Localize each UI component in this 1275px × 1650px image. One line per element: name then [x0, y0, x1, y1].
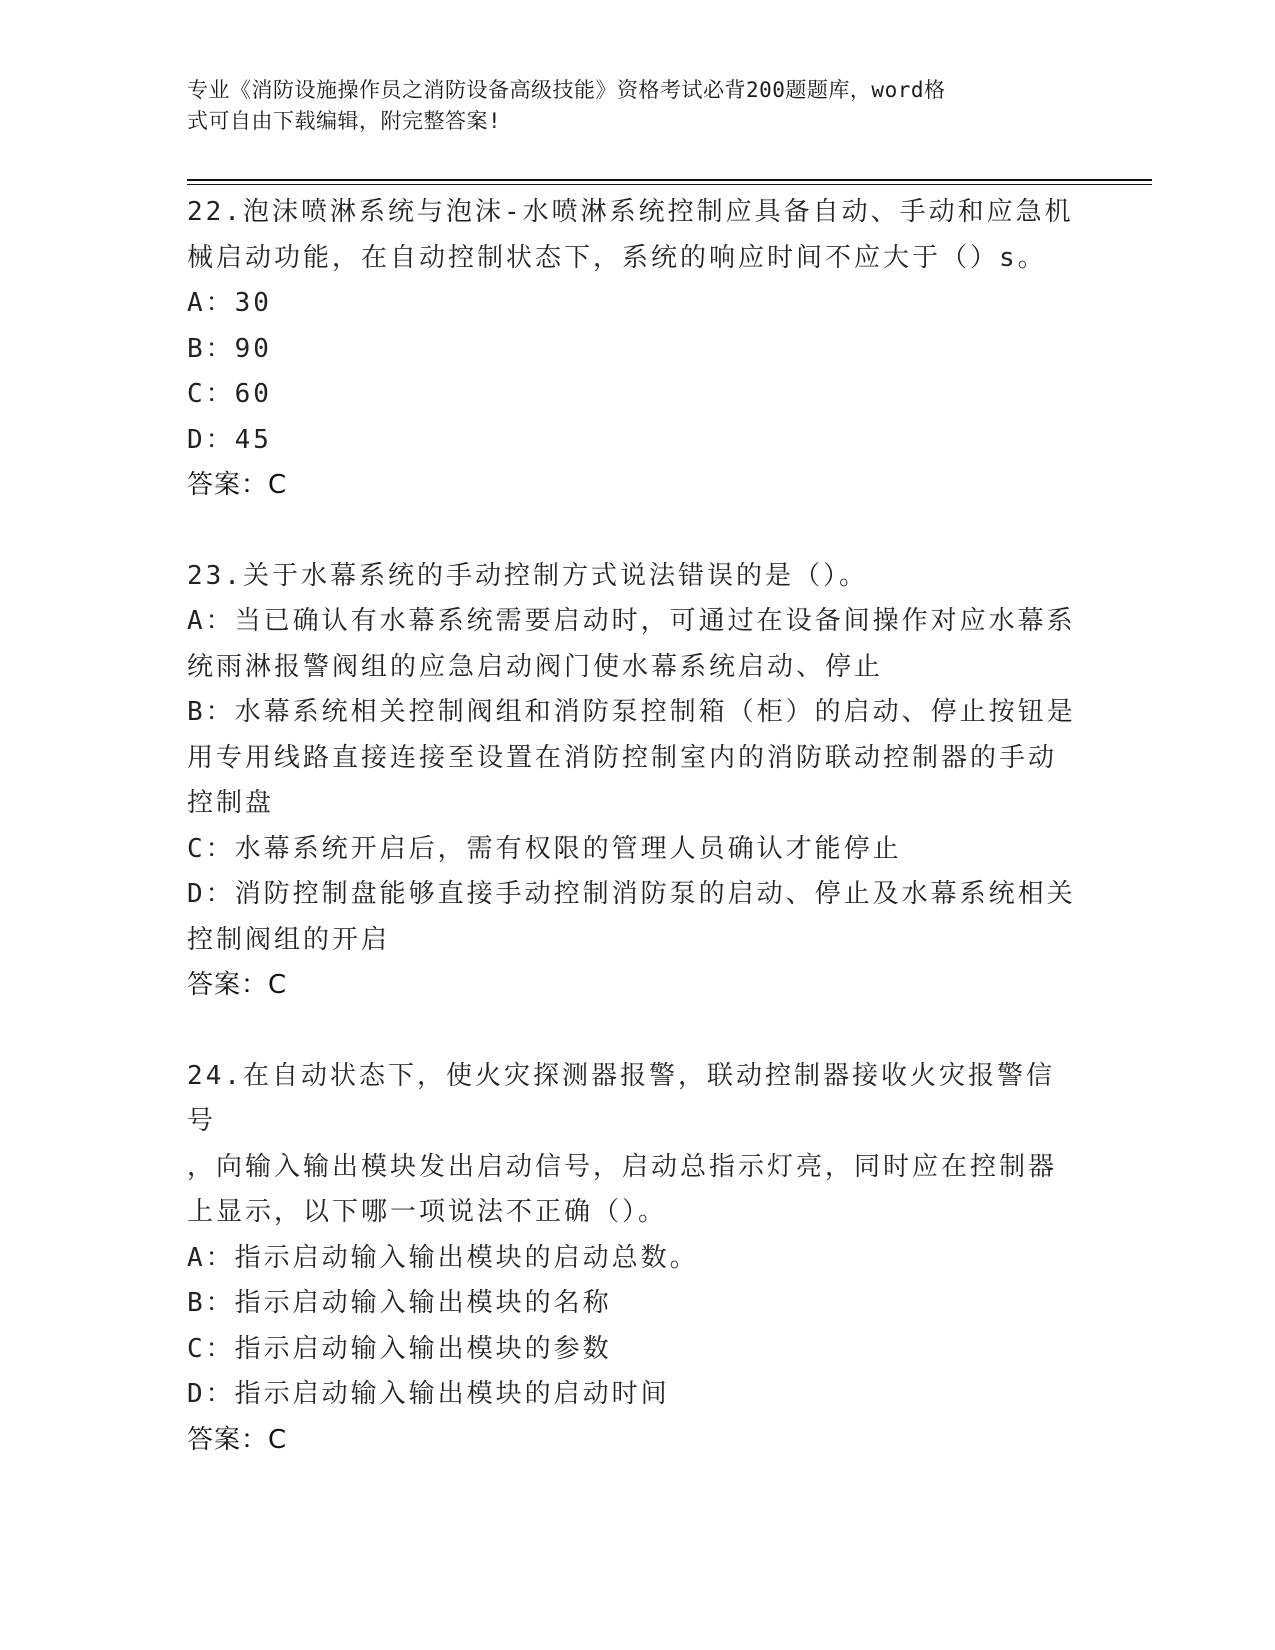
answer-option	[187, 1281, 1077, 1327]
question-stem-line: 23.关于水幕系统的手动控制方式说法错误的是（）。	[187, 560, 868, 591]
question-list	[187, 190, 1077, 1463]
answer-option	[187, 372, 1077, 418]
question-stem-line: 24.在自动状态下，使火灾探测器报警，联动控制器接收火灾报警信号	[187, 1060, 1055, 1136]
question-block	[187, 554, 1077, 1009]
document-header	[187, 75, 1067, 137]
answer-option	[187, 827, 1077, 873]
option-line: A：30	[187, 288, 272, 318]
option-line: D：45	[187, 424, 272, 455]
header-rule-thick	[187, 179, 1152, 181]
answer-option	[187, 599, 1077, 690]
answer-key: 答案：C	[187, 470, 288, 500]
answer-option	[187, 1327, 1077, 1373]
header-line-2: 式可自由下载编辑，附完整答案!	[187, 109, 502, 133]
option-line: 控制阀组的开启	[187, 924, 391, 955]
question-stem-line: 械启动功能，在自动控制状态下，系统的响应时间不应大于（）s。	[187, 242, 1047, 273]
option-line: D：消防控制盘能够直接手动控制消防泵的启动、停止及水幕系统相关	[187, 879, 1076, 909]
question-block	[187, 1054, 1077, 1464]
option-line: C：指示启动输入输出模块的参数	[187, 1333, 612, 1364]
question-stem-line: ，向输入输出模块发出启动信号，启动总指示灯亮，同时应在控制器	[187, 1151, 1058, 1182]
option-line: B：指示启动输入输出模块的名称	[187, 1288, 612, 1318]
option-line: A：当已确认有水幕系统需要启动时，可通过在设备间操作对应水幕系	[187, 606, 1076, 636]
option-line: D：指示启动输入输出模块的启动时间	[187, 1379, 670, 1409]
answer-option	[187, 1236, 1077, 1282]
answer-option	[187, 281, 1077, 327]
answer-option	[187, 418, 1077, 464]
answer-option	[187, 872, 1077, 963]
answer-option	[187, 327, 1077, 373]
option-line: C：60	[187, 379, 272, 409]
answer-option	[187, 1372, 1077, 1418]
option-line: C：水幕系统开启后，需有权限的管理人员确认才能停止	[187, 833, 902, 864]
answer-key: 答案：C	[187, 1424, 288, 1455]
answer-option	[187, 690, 1077, 827]
option-line: 用专用线路直接连接至设置在消防控制室内的消防联动控制器的手动	[187, 742, 1058, 773]
question-stem-line: 上显示，以下哪一项说法不正确（）。	[187, 1197, 668, 1227]
option-line: B：90	[187, 333, 272, 364]
header-rule-thin	[187, 184, 1152, 185]
header-line-1: 专业《消防设施操作员之消防设备高级技能》资格考试必背200题题库，word格	[187, 78, 946, 102]
option-line: B：水幕系统相关控制阀组和消防泵控制箱（柜）的启动、停止按钮是	[187, 697, 1076, 727]
question-block	[187, 190, 1077, 509]
question-stem-line: 22.泡沫喷淋系统与泡沫-水喷淋系统控制应具备自动、手动和应急机	[187, 197, 1074, 227]
option-line: 统雨淋报警阀组的应急启动阀门使水幕系统启动、停止	[187, 651, 884, 682]
option-line: A：指示启动输入输出模块的启动总数。	[187, 1242, 699, 1273]
option-line: 控制盘	[187, 788, 275, 818]
answer-key: 答案：C	[187, 970, 288, 1000]
